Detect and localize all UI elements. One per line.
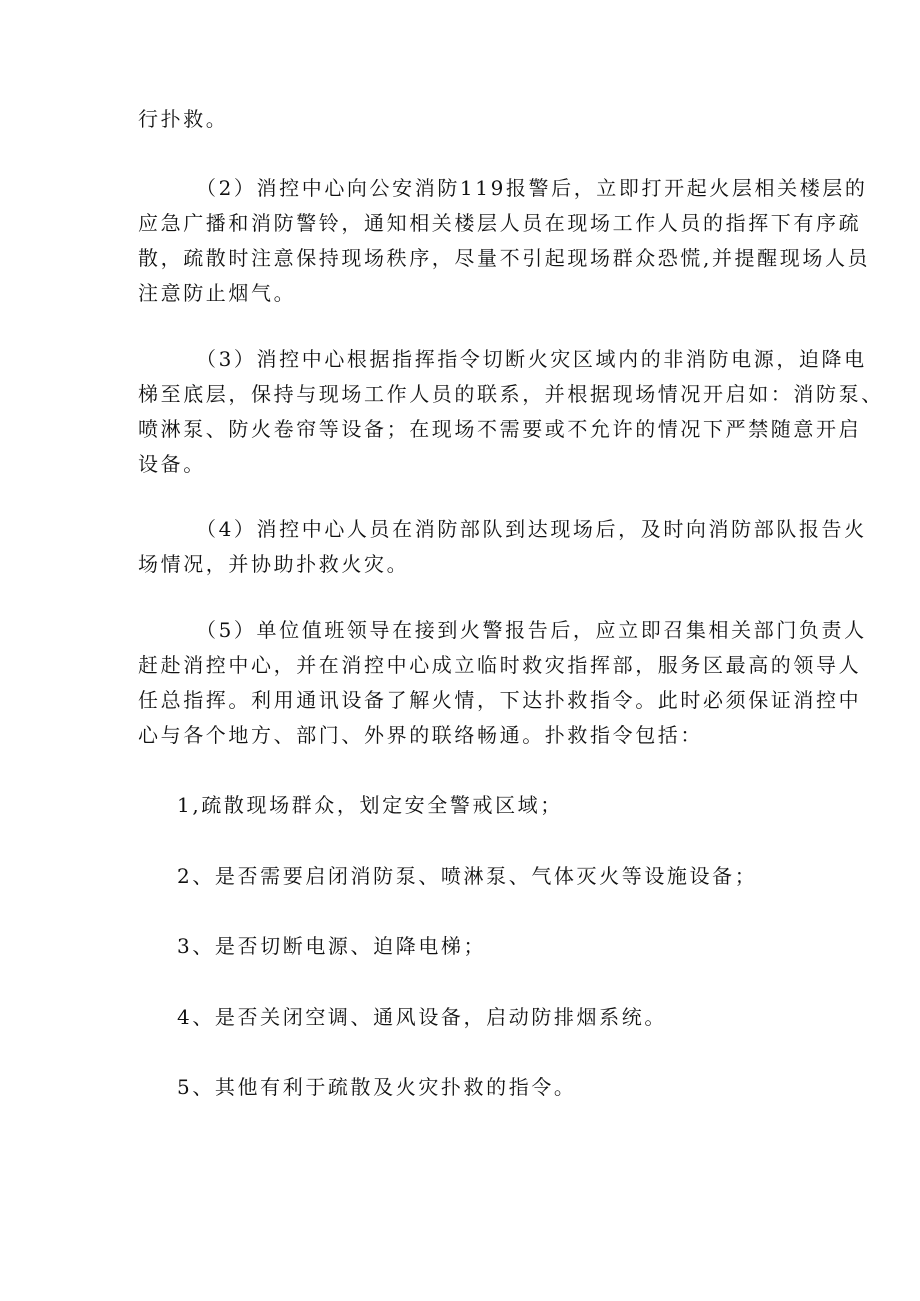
paragraph-line: 喷淋泵、防火卷帘等设备；在现场不需要或不允许的情况下严禁随意开启: [138, 417, 862, 441]
paragraph-line: 散，疏散时注意保持现场秩序，尽量不引起现场群众恐慌,并提醒现场人员: [138, 246, 871, 270]
list-item: 1,疏散现场群众，划定安全警戒区域；: [177, 793, 563, 817]
paragraph-line: 任总指挥。利用通讯设备了解火情，下达扑救指令。此时必须保证消控中: [138, 688, 862, 712]
paragraph-line: （5）单位值班领导在接到火警报告后，应立即召集相关部门负责人: [196, 618, 867, 642]
paragraph-line: 注意防止烟气。: [138, 281, 297, 305]
paragraph-line: 赶赴消控中心，并在消控中心成立临时救灾指挥部，服务区最高的领导人: [138, 653, 862, 677]
paragraph-line: 应急广播和消防警铃，通知相关楼层人员在现场工作人员的指挥下有序疏: [138, 211, 862, 235]
paragraph-line: 梯至底层，保持与现场工作人员的联系，并根据现场情况开启如：消防泵、: [138, 382, 884, 406]
list-item: 5、其他有利于疏散及火灾扑救的指令。: [177, 1075, 577, 1099]
paragraph-line: （3）消控中心根据指挥指令切断火灾区域内的非消防电源，迫降电: [196, 347, 867, 371]
paragraph-line: 场情况，并协助扑救火灾。: [138, 552, 410, 576]
list-item: 3、是否切断电源、迫降电梯；: [177, 934, 487, 958]
intro-line: 行扑救。: [138, 107, 229, 131]
paragraph-line: 心与各个地方、部门、外界的联络畅通。扑救指令包括：: [138, 723, 703, 747]
paragraph-line: （4）消控中心人员在消防部队到达现场后，及时向消防部队报告火: [196, 517, 867, 541]
paragraph-line: 设备。: [138, 452, 206, 476]
paragraph-line: （2）消控中心向公安消防119报警后，立即打开起火层相关楼层的: [196, 176, 868, 200]
list-item: 2、是否需要启闭消防泵、喷淋泵、气体灭火等设施设备；: [177, 864, 758, 888]
list-item: 4、是否关闭空调、通风设备，启动防排烟系统。: [177, 1005, 667, 1029]
